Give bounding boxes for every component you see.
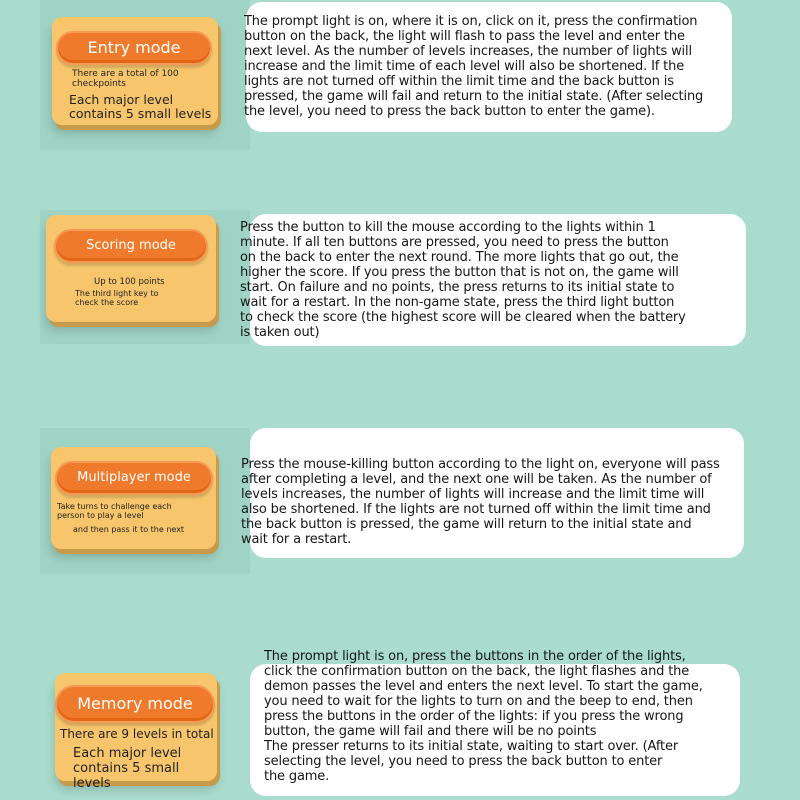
card-info-2: Each major level contains 5 small levels	[73, 746, 182, 791]
mode-description: The prompt light is on, where it is on, click on it, press the confirmation button on the back, the light will flash to pass the level and enter the next level. As the number of levels increases, the number of lights will increase and the limit time of each level will also be shortened. If the lights are not turned off within the limit time and the back button is pressed, the game will fail and return to the initial state. (After selecting the level, you need to press the back button to enter the game).	[244, 14, 704, 119]
card-info-1: Up to 100 points	[94, 277, 165, 287]
mode-label: Multiplayer mode	[77, 470, 191, 485]
mode-pill[interactable]	[56, 31, 212, 65]
mode-card	[51, 447, 216, 549]
mode-section-entry	[0, 0, 800, 150]
mode-card	[46, 215, 216, 322]
card-info-1: Take turns to challenge each person to play a level	[57, 502, 172, 520]
mode-label: Entry mode	[87, 38, 181, 57]
mode-pill[interactable]	[54, 229, 208, 263]
mode-label: Scoring mode	[86, 238, 176, 253]
card-info-2: and then pass it to the next	[73, 525, 185, 534]
mode-section-multiplayer	[0, 420, 800, 580]
mode-description: Press the mouse-killing button according to the light on, everyone will pass after completing a level, and the next one will be taken. As the number of levels increases, the number of lights will increase and the limit time will also be shortened. If the lights are not turned off within the limit time and the back button is pressed, the game will return to the initial state and wait for a restart.	[241, 457, 720, 547]
mode-card	[55, 673, 217, 791]
mode-pill[interactable]	[55, 685, 215, 723]
mode-pill[interactable]	[55, 461, 213, 495]
mode-section-memory	[0, 640, 800, 800]
mode-description: Press the button to kill the mouse according to the lights within 1 minute. If all ten buttons are pressed, you need to press the button on the back to enter the next round. The more lights that go out, the higher the score. If you press the button that is not on, the game will start. On failure and no points, the press returns to its initial state to wait for a restart. In the non-game state, press the third light button to check the score (the highest score will be cleared when the battery is taken out)	[240, 220, 686, 340]
mode-section-scoring	[0, 200, 800, 350]
mode-card	[52, 17, 218, 125]
card-info-2: The third light key to check the score	[75, 289, 159, 307]
mode-description: The prompt light is on, press the buttons in the order of the lights, click the confirmation button on the back, the light flashes and the demon passes the level and enters the next level. To start the game, you need to wait for the lights to turn on and the beep to end, then press the buttons in the order of the lights: if you press the wrong button, the game will fail and there will be no points The presser returns to its initial state, waiting to start over. (After selecting the level, you need to press the back button to enter the game.	[264, 649, 703, 784]
card-info-2: Each major level contains 5 small levels	[69, 92, 212, 121]
card-info-1: There are a total of 100 checkpoints	[72, 69, 179, 89]
card-info-1: There are 9 levels in total	[60, 727, 214, 741]
mode-label: Memory mode	[77, 694, 193, 713]
